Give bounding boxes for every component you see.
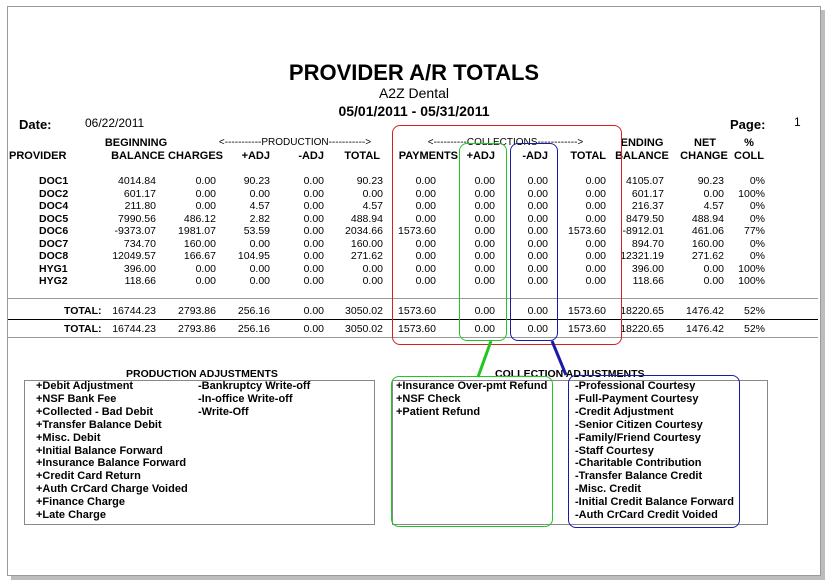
total-net-change-cell: 1476.42: [686, 323, 724, 335]
total-payments-cell: 1573.60: [398, 305, 436, 317]
practice-name: A2Z Dental: [378, 85, 450, 101]
header-coll-total: TOTAL: [570, 150, 606, 162]
coll-plus-adj-cell: 0.00: [474, 250, 495, 262]
date-label: Date:: [19, 117, 52, 132]
net-change-cell: 488.94: [691, 212, 724, 225]
page-number: 1: [794, 115, 801, 129]
coll-minus-adj-cell: 0.00: [527, 237, 548, 250]
date-range: 05/01/2011 - 05/31/2011: [338, 103, 490, 119]
adjustment-item: +Debit Adjustment: [36, 380, 134, 392]
prod-minus-adj-cell: 0.00: [303, 275, 324, 287]
header-coll: COLL: [734, 150, 764, 162]
adjustment-item: +Auth CrCard Charge Voided: [36, 483, 188, 496]
charges-cell: 0.00: [195, 275, 216, 287]
charges-cell: 0.00: [195, 187, 216, 200]
prod-minus-adj-cell: 0.00: [303, 225, 324, 237]
provider-cell: DOC1: [39, 175, 69, 187]
prod-minus-adj-cell: 0.00: [303, 262, 324, 275]
coll-minus-adj-cell: 0.00: [527, 225, 548, 237]
adjustment-item: -Charitable Contribution: [575, 457, 702, 470]
report-title: PROVIDER A/R TOTALS: [288, 60, 540, 85]
provider-cell: DOC8: [39, 250, 69, 262]
coll-plus-adj-cell: 0.00: [474, 262, 495, 275]
prod-plus-adj-cell: 90.23: [243, 175, 270, 187]
production-adjustments-minus-list: [198, 380, 310, 419]
charges-cell: 0.00: [195, 175, 216, 187]
beginning-balance-cell: 118.66: [124, 275, 156, 287]
pct-coll-cell: 0%: [749, 200, 765, 212]
adjustment-item: -Senior Citizen Courtesy: [575, 418, 703, 431]
coll-minus-adj-cell: 0.00: [527, 262, 548, 275]
provider-cell: DOC2: [39, 187, 69, 200]
charges-cell: 1981.07: [178, 225, 216, 237]
charges-cell: 166.67: [183, 250, 216, 262]
adjustment-item: +Late Charge: [36, 509, 106, 522]
net-change-cell: 0.00: [703, 262, 724, 275]
adjustment-item: -Professional Courtesy: [575, 380, 696, 392]
adjustment-item: -Write-Off: [198, 405, 249, 418]
total-prod-plus-adj-cell: 256.16: [237, 305, 270, 317]
header-ending-balance: BALANCE: [615, 150, 669, 162]
adjustment-item: +Credit Card Return: [36, 470, 141, 483]
total-coll-plus-adj-cell: 0.00: [474, 323, 495, 335]
total-coll-minus-adj-cell: 0.00: [527, 323, 548, 335]
total-coll-total-cell: 1573.60: [568, 323, 606, 335]
prod-plus-adj-cell: 53.59: [243, 225, 270, 237]
ending-balance-cell: -8912.01: [622, 225, 664, 237]
total-pct-coll-cell: 52%: [743, 305, 765, 317]
pct-coll-cell: 0%: [749, 212, 765, 225]
header-net-change: CHANGE: [680, 150, 728, 162]
charges-cell: 0.00: [195, 200, 216, 212]
provider-cell: DOC5: [39, 212, 69, 225]
beginning-balance-cell: 601.17: [123, 187, 156, 200]
coll-total-cell: 0.00: [585, 250, 606, 262]
ending-balance-cell: 216.37: [631, 200, 664, 212]
prod-plus-adj-cell: 0.00: [249, 237, 270, 250]
header-pct: %: [744, 137, 754, 149]
net-change-cell: 0.00: [703, 275, 724, 287]
total-net-change-cell: 1476.42: [686, 305, 724, 317]
total-provider-cell: TOTAL:: [64, 323, 102, 335]
adjustment-item: -Full-Payment Courtesy: [575, 392, 699, 405]
coll-plus-adj-cell: 0.00: [474, 175, 495, 187]
beginning-balance-cell: -9373.07: [114, 225, 156, 237]
adjustment-item: -Credit Adjustment: [575, 405, 674, 418]
adjustment-item: -Transfer Balance Credit: [575, 470, 703, 483]
payments-cell: 0.00: [415, 212, 436, 225]
collection-adjustments-minus-list: [575, 380, 734, 522]
adjustment-item: +NSF Check: [396, 392, 461, 405]
prod-total-cell: 4.57: [362, 200, 383, 212]
payments-cell: 0.00: [415, 250, 436, 262]
prod-plus-adj-cell: 104.95: [237, 250, 270, 262]
charges-cell: 160.00: [183, 237, 216, 250]
adjustment-item: -Family/Friend Courtesy: [575, 431, 701, 444]
charges-cell: 0.00: [195, 262, 216, 275]
coll-total-cell: 0.00: [585, 175, 606, 187]
adjustment-item: +NSF Bank Fee: [36, 392, 117, 405]
prod-plus-adj-cell: 2.82: [249, 212, 270, 225]
coll-minus-adj-cell: 0.00: [527, 212, 548, 225]
adjustment-item: +Misc. Debit: [36, 431, 101, 444]
total-prod-plus-adj-cell: 256.16: [237, 323, 270, 335]
ending-balance-cell: 12321.19: [620, 250, 664, 262]
pct-coll-cell: 0%: [749, 250, 765, 262]
adjustment-item: +Transfer Balance Debit: [36, 418, 162, 431]
coll-minus-adj-cell: 0.00: [527, 187, 548, 200]
prod-minus-adj-cell: 0.00: [303, 175, 324, 187]
adjustment-item: -Initial Credit Balance Forward: [575, 496, 734, 509]
prod-minus-adj-cell: 0.00: [303, 237, 324, 250]
ending-balance-cell: 396.00: [631, 262, 664, 275]
beginning-balance-cell: 734.70: [123, 237, 156, 250]
prod-total-cell: 271.62: [350, 250, 383, 262]
coll-total-cell: 0.00: [585, 200, 606, 212]
production-adjustments-title: PRODUCTION ADJUSTMENTS: [126, 368, 278, 380]
total-beginning-balance-cell: 16744.23: [112, 323, 156, 335]
payments-cell: 0.00: [415, 200, 436, 212]
coll-minus-adj-cell: 0.00: [527, 200, 548, 212]
total-beginning-balance-cell: 16744.23: [112, 305, 156, 317]
header-collections-group: <----------COLLECTIONS------------>: [427, 137, 584, 148]
ending-balance-cell: 894.70: [631, 237, 664, 250]
coll-minus-adj-cell: 0.00: [527, 175, 548, 187]
header-net: NET: [694, 137, 716, 149]
total-coll-total-cell: 1573.60: [568, 305, 606, 317]
provider-cell: DOC6: [39, 225, 69, 237]
adjustment-item: -In-office Write-off: [198, 392, 293, 405]
total-prod-total-cell: 3050.02: [345, 305, 383, 317]
adjustment-item: +Insurance Over-pmt Refund: [396, 380, 548, 392]
total-prod-minus-adj-cell: 0.00: [303, 323, 324, 335]
collection-adjustments-plus-list: [396, 380, 547, 419]
header-prod-minus-adj: -ADJ: [298, 150, 324, 162]
prod-minus-adj-cell: 0.00: [303, 250, 324, 262]
provider-cell: HYG1: [39, 262, 68, 275]
prod-plus-adj-cell: 0.00: [249, 275, 270, 287]
total-pct-coll-cell: 52%: [743, 323, 765, 335]
coll-minus-adj-cell: 0.00: [527, 275, 548, 287]
total-prod-minus-adj-cell: 0.00: [303, 305, 324, 317]
coll-plus-adj-cell: 0.00: [474, 187, 495, 200]
adjustment-item: -Misc. Credit: [575, 483, 642, 496]
header-payments: PAYMENTS: [398, 150, 458, 162]
coll-plus-adj-cell: 0.00: [474, 212, 495, 225]
adjustment-item: +Insurance Balance Forward: [36, 457, 187, 470]
total-ending-balance-cell: 18220.65: [620, 305, 664, 317]
header-prod-total: TOTAL: [344, 150, 380, 162]
payments-cell: 0.00: [415, 275, 436, 287]
coll-total-cell: 0.00: [585, 275, 606, 287]
header-provider: PROVIDER: [9, 150, 67, 162]
adjustment-item: +Finance Charge: [36, 496, 125, 509]
provider-cell: DOC4: [39, 200, 69, 212]
prod-minus-adj-cell: 0.00: [303, 187, 324, 200]
total-charges-cell: 2793.86: [178, 305, 216, 317]
net-change-cell: 461.06: [691, 225, 724, 237]
ending-balance-cell: 118.66: [632, 275, 664, 287]
header-production-group: <-----------PRODUCTION----------->: [218, 137, 372, 148]
report-page: [7, 6, 821, 576]
beginning-balance-cell: 211.80: [124, 200, 156, 212]
header-coll-minus-adj: -ADJ: [522, 150, 548, 162]
prod-plus-adj-cell: 0.00: [249, 262, 270, 275]
plus-adj-connector: [478, 341, 491, 377]
pct-coll-cell: 0%: [749, 237, 765, 250]
provider-cell: HYG2: [39, 275, 68, 287]
coll-plus-adj-cell: 0.00: [474, 200, 495, 212]
prod-total-cell: 0.00: [362, 275, 383, 287]
coll-total-cell: 0.00: [585, 187, 606, 200]
header-charges: CHARGES: [168, 150, 224, 162]
beginning-balance-cell: 396.00: [123, 262, 156, 275]
page-label: Page:: [730, 117, 766, 132]
collection-adjustments-title: COLLECTION ADJUSTMENTS: [495, 368, 645, 380]
provider-cell: DOC7: [39, 237, 69, 250]
net-change-cell: 271.62: [691, 250, 724, 262]
header-ending: ENDING: [620, 137, 664, 149]
coll-total-cell: 0.00: [585, 212, 606, 225]
total-payments-cell: 1573.60: [398, 323, 436, 335]
payments-cell: 0.00: [415, 237, 436, 250]
pct-coll-cell: 100%: [738, 187, 765, 200]
header-balance: BALANCE: [111, 150, 165, 162]
header-prod-plus-adj: +ADJ: [241, 150, 270, 162]
prod-total-cell: 0.00: [362, 187, 383, 200]
ending-balance-cell: 601.17: [631, 187, 664, 200]
payments-cell: 0.00: [415, 262, 436, 275]
date-value: 06/22/2011: [85, 116, 145, 130]
payments-cell: 1573.60: [398, 225, 436, 237]
charges-cell: 486.12: [183, 212, 216, 225]
net-change-cell: 160.00: [691, 237, 724, 250]
pct-coll-cell: 0%: [749, 175, 765, 187]
production-adjustments-plus-list: [36, 380, 188, 522]
payments-cell: 0.00: [415, 175, 436, 187]
pct-coll-cell: 100%: [738, 275, 765, 287]
net-change-cell: 0.00: [703, 187, 724, 200]
coll-plus-adj-cell: 0.00: [474, 225, 495, 237]
beginning-balance-cell: 4014.84: [118, 175, 156, 187]
prod-total-cell: 488.94: [350, 212, 383, 225]
adjustment-item: +Collected - Bad Debit: [36, 405, 154, 418]
beginning-balance-cell: 7990.56: [118, 212, 156, 225]
prod-total-cell: 90.23: [356, 175, 383, 187]
adjustment-item: +Initial Balance Forward: [36, 444, 163, 457]
coll-minus-adj-cell: 0.00: [527, 250, 548, 262]
total-charges-cell: 2793.86: [178, 323, 216, 335]
adjustment-item: +Patient Refund: [396, 405, 481, 418]
prod-total-cell: 0.00: [362, 262, 383, 275]
coll-total-cell: 0.00: [585, 237, 606, 250]
coll-plus-adj-cell: 0.00: [474, 275, 495, 287]
beginning-balance-cell: 12049.57: [112, 250, 156, 262]
header-beginning: BEGINNING: [104, 137, 168, 149]
coll-total-cell: 0.00: [585, 262, 606, 275]
prod-plus-adj-cell: 4.57: [249, 200, 270, 212]
total-ending-balance-cell: 18220.65: [620, 323, 664, 335]
payments-cell: 0.00: [415, 187, 436, 200]
ending-balance-cell: 8479.50: [626, 212, 664, 225]
total-prod-total-cell: 3050.02: [345, 323, 383, 335]
net-change-cell: 90.23: [697, 175, 724, 187]
total-coll-minus-adj-cell: 0.00: [527, 305, 548, 317]
coll-total-cell: 1573.60: [568, 225, 606, 237]
ending-balance-cell: 4105.07: [626, 175, 664, 187]
prod-total-cell: 2034.66: [345, 225, 383, 237]
prod-plus-adj-cell: 0.00: [249, 187, 270, 200]
coll-plus-adj-cell: 0.00: [474, 237, 495, 250]
total-coll-plus-adj-cell: 0.00: [474, 305, 495, 317]
adjustment-item: -Staff Courtesy: [575, 444, 654, 457]
adjustment-item: -Bankruptcy Write-off: [198, 380, 311, 392]
prod-minus-adj-cell: 0.00: [303, 200, 324, 212]
total-provider-cell: TOTAL:: [64, 305, 102, 317]
pct-coll-cell: 100%: [738, 262, 765, 275]
pct-coll-cell: 77%: [743, 225, 765, 237]
prod-total-cell: 160.00: [350, 237, 383, 250]
header-coll-plus-adj: +ADJ: [466, 150, 495, 162]
prod-minus-adj-cell: 0.00: [303, 212, 324, 225]
adjustment-item: -Auth CrCard Credit Voided: [575, 509, 718, 522]
net-change-cell: 4.57: [703, 200, 724, 212]
